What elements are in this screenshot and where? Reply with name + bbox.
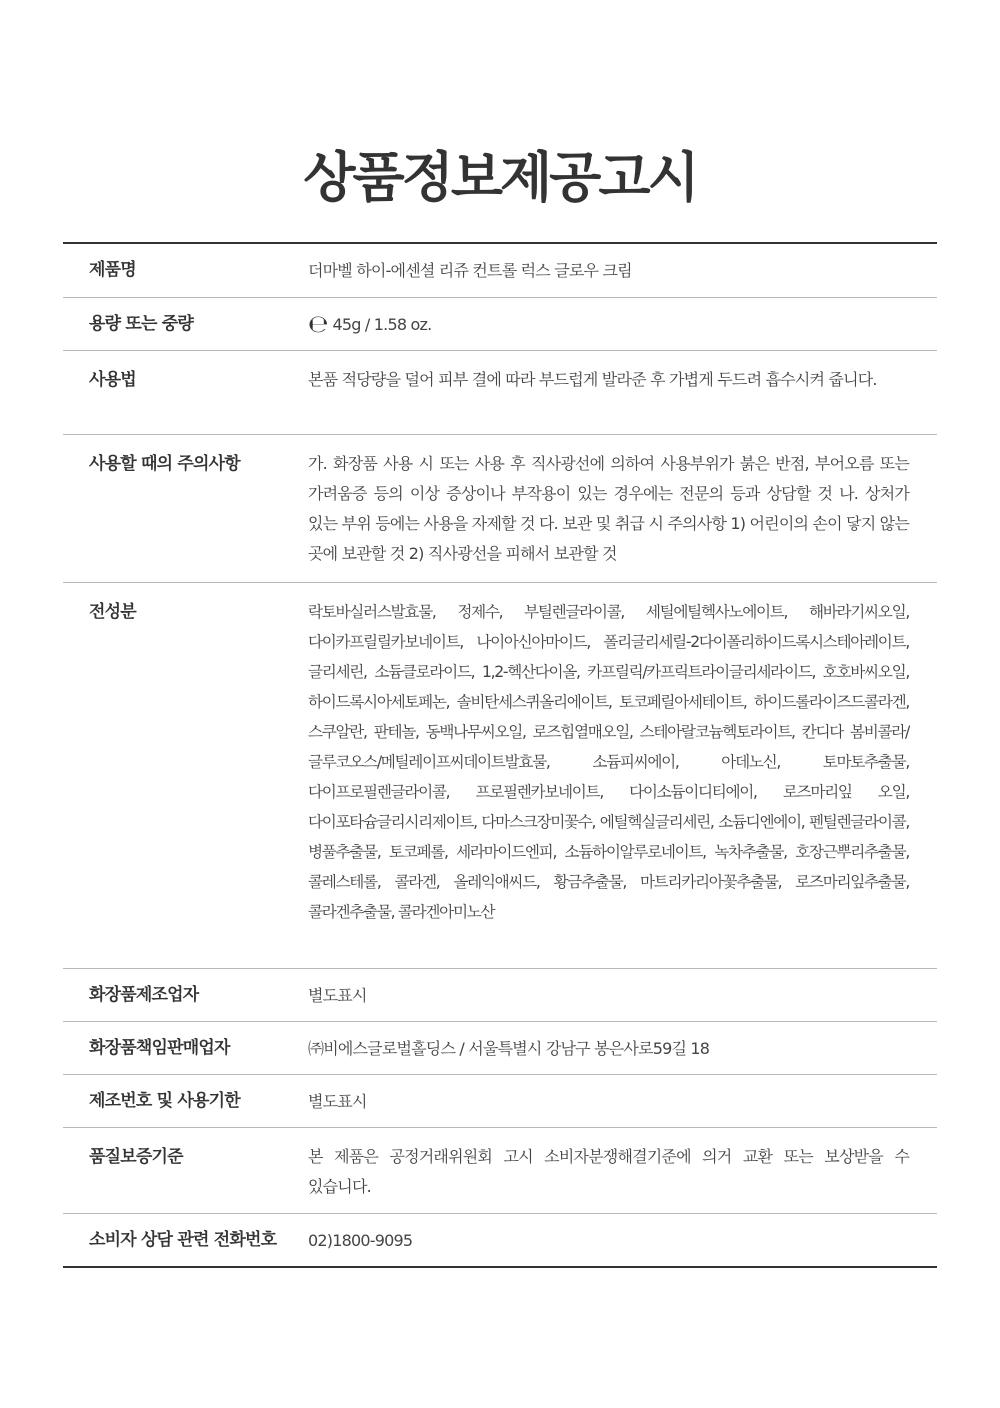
row-value: 45g / 1.58 oz.	[332, 315, 432, 334]
table-row-caution	[63, 434, 937, 582]
product-info-table	[63, 242, 937, 1268]
row-label: 화장품제조업자	[89, 985, 199, 1005]
row-label: 품질보증기준	[89, 1147, 183, 1167]
row-label: 제품명	[89, 260, 136, 280]
row-value: 더마벨 하이-에센셜 리쥬 컨트롤 럭스 글로우 크림	[308, 261, 632, 280]
row-label: 소비자 상담 관련 전화번호	[89, 1230, 277, 1250]
row-label: 사용법	[89, 370, 136, 390]
row-label: 제조번호 및 사용기한	[89, 1091, 240, 1111]
row-value: 본품 적당량을 덜어 피부 결에 따라 부드럽게 발라준 후 가볍게 두드려 흡수시켜 줍니다.	[308, 370, 877, 389]
row-value: 별도표시	[308, 986, 367, 1005]
row-label: 사용할 때의 주의사항	[89, 454, 240, 474]
row-label: 전성분	[89, 602, 136, 622]
row-value: 가. 화장품 사용 시 또는 사용 후 직사광선에 의하여 사용부위가 붉은 반점, 부어오름 또는 가려움증 등의 이상 증상이나 부작용이 있는 경우에는 전문의 등과 상담할 것 나. 상처가 있는 부위 등에는 사용을 자제할 것 다. 보관 및 취급 시 주의사항 1) 어린이의 손이 닿지 않는 곳에 보관할 것 2) 직사광선을 피해서 보관할 것	[308, 454, 909, 563]
table-row-volume	[63, 297, 937, 350]
table-row-quality-guarantee	[63, 1127, 937, 1213]
row-label: 화장품책임판매업자	[89, 1038, 230, 1058]
table-row-ingredients	[63, 582, 937, 968]
row-value: 본 제품은 공정거래위원회 고시 소비자분쟁해결기준에 의거 교환 또는 보상받을 수 있습니다.	[308, 1147, 909, 1196]
row-value: ㈜비에스글로벌홀딩스 / 서울특별시 강남구 봉은사로59길 18	[308, 1039, 710, 1058]
row-value: 02)1800-9095	[308, 1231, 413, 1250]
table-row-manufacturer	[63, 968, 937, 1021]
row-value: 락토바실러스발효물, 정제수, 부틸렌글라이콜, 세틸에틸헥사노에이트, 해바라기씨오일, 다이카프릴릴카보네이트, 나이아신아마이드, 폴리글리세릴-2다이폴리하이드록시스테아레이트, 글리세린, 소듐클로라이드, 1,2-헥산다이올, 카프릴릭/카프릭트라이글리세라이드, 호호바씨오일, 하이드록시아세토페논, 솔비탄세스퀴올리에이트, 토코페릴아세테이트, 하이드롤라이즈드콜라겐, 스쿠알란, 판테놀, 동백나무씨오일, 로즈힙열매오일, 스테아랄코늄헥토라이트, 칸디다 봄비콜라/글루코오스/메틸레이프씨데이트발효물, 소듐피씨에이, 아데노신, 토마토추출물, 다이프로필렌글라이콜, 프로필렌카보네이트, 다이소듐이디티에이, 로즈마리잎 오일, 다이포타슘글리시리제이트, 다마스크장미꽃수, 에틸헥실글리세린, 소듐디엔에이, 펜틸렌글라이콜, 병풀추출물, 토코페롤, 세라마이드엔피, 소듐하이알루로네이트, 녹차추출물, 호장근뿌리추출물, 콜레스테롤, 콜라겐, 올레익애씨드, 황금추출물, 마트리카리아꽃추출물, 로즈마리잎추출물, 콜라겐추출물, 콜라겐아미노산	[308, 603, 909, 921]
table-row-product-name	[63, 244, 937, 297]
table-row-usage	[63, 350, 937, 434]
table-row-distributor	[63, 1021, 937, 1074]
row-value: 별도표시	[308, 1092, 367, 1111]
row-label: 용량 또는 중량	[89, 314, 193, 334]
estimated-sign-icon: ℮	[308, 310, 329, 338]
row-value-wrapper	[283, 298, 937, 350]
table-row-customer-phone	[63, 1213, 937, 1266]
page-title: 상품정보제공고시	[303, 146, 697, 209]
table-row-lot-expiry	[63, 1074, 937, 1127]
